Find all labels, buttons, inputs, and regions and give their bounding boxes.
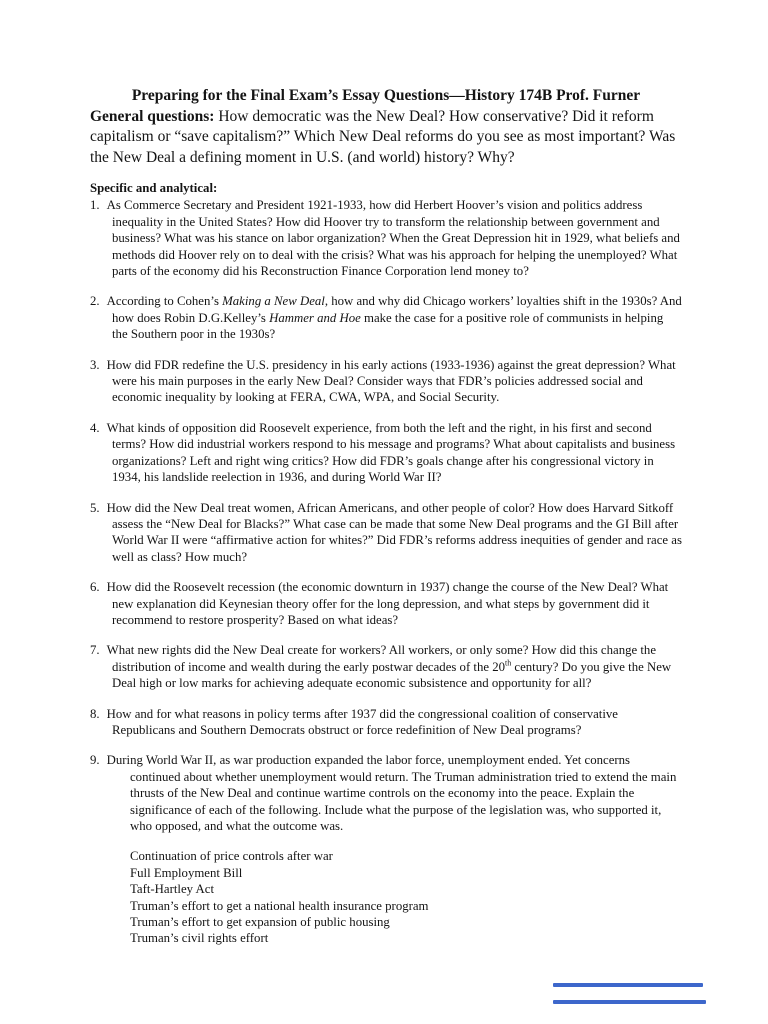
general-questions-text: How democratic was the New Deal? How conservative? Did it reform capitalism or “save capitalism?” Which New Deal reforms do you see as most important? Was the New Deal a defining moment in U.S. (and world) history? Why?: [90, 107, 676, 166]
question-text-segment: make the case for a positive role of communists in helping the Southern poor in the 1930s?: [112, 310, 664, 342]
footer-link-line: [553, 983, 703, 987]
question-text: As Commerce Secretary and President 1921-1933, how did Herbert Hoover’s vision and politics address inequality in the United States? How did Hoover try to transform the relationship between government and business? What was his stance on labor organization? When the Great Depression hit in 1929, what beliefs and methods did Hoover rely on to deal with the crisis? What was his approach for helping the unemployed? What parts of the economy did his Reconstruction Finance Corporation lend money to?: [106, 198, 680, 279]
question-item: [90, 197, 682, 279]
question-item: [90, 500, 682, 566]
question-number: 7.: [90, 643, 100, 658]
question-text: How did the New Deal treat women, African Americans, and other people of color? How does Harvard Sitkoff assess the “New Deal for Blacks?” What case can be made that some New Deal programs and the GI Bill after World War II were “affirmative action for whites?” Did FDR’s reforms address inequities of gender and race as well as class? How much?: [106, 500, 682, 564]
question-text: How and for what reasons in policy terms after 1937 did the congressional coalition of conservative Republicans and Southern Democrats obstruct or force redefinition of New Deal programs?: [106, 706, 618, 737]
list-item: Continuation of price controls after war: [130, 849, 333, 864]
question-number: 1.: [90, 198, 100, 213]
question-item: [90, 579, 682, 628]
question-item: [90, 642, 682, 691]
question-text-segment: What new rights did the New Deal create for workers? All workers, or only some? How did this change the distribution of income and wealth during the early postwar decades of the 20: [106, 643, 657, 674]
question-text: How did FDR redefine the U.S. presidency in his early actions (1933-1936) against the great depression? What were his main purposes in the early New Deal? Consider ways that FDR’s policies addressed social and economic inequality by looking at FERA, CWA, WPA, and Social Security.: [106, 357, 676, 405]
list-item: Truman’s effort to get a national health insurance program: [130, 898, 429, 913]
question-text: How did the Roosevelt recession (the economic downturn in 1937) change the course of the New Deal? What new explanation did Keynesian theory offer for the long depression, and what steps by government did it recommend to restore prosperity? Based on what ideas?: [106, 580, 669, 627]
question-list: [90, 197, 682, 834]
question-item: [90, 706, 682, 739]
question-item: [90, 293, 682, 342]
question-number: 9.: [90, 753, 100, 768]
question-number: 4.: [90, 420, 100, 435]
list-item: Full Employment Bill: [130, 865, 243, 880]
question-item: [90, 357, 682, 406]
truman-legislation-list: [90, 848, 682, 946]
question-text: During World War II, as war production expanded the labor force, unemployment ended. Yet concerns continued about whether unemployment would return. The Truman administration tried to extend the main thrusts of the New Deal and continue wartime controls on the economy into the peace. Explain the significance of each of the following. Include what the purpose of the legislation was, who supported it, who opposed, and what the outcome was.: [106, 753, 677, 833]
question-number: 2.: [90, 294, 100, 309]
footer-link-line: [553, 1000, 706, 1004]
book-title-italic: Making a New Deal: [222, 294, 325, 309]
question-item: [90, 752, 682, 834]
document-title: Preparing for the Final Exam’s Essay Questions—History 174B Prof. Furner: [131, 87, 641, 104]
question-text: What kinds of opposition did Roosevelt experience, from both the left and the right, in his first and second terms? How did industrial workers respond to his message and programs? What about capitalists and business organizations? Left and right wing critics? How did FDR’s goals change after his congressional victory in 1934, his landslide reelection in 1936, and during World War II?: [106, 420, 676, 485]
question-number: 8.: [90, 706, 100, 721]
document-content: [90, 86, 682, 947]
question-text-segment: , how and why did Chicago workers’ loyalties shift in the 1930s? And how does Robin D.G.Kelley’s: [112, 294, 682, 325]
question-number: 5.: [90, 500, 100, 515]
section-heading: Specific and analytical:: [90, 181, 218, 195]
question-item: [90, 420, 682, 486]
question-number: 3.: [90, 357, 100, 372]
book-title-italic: Hammer and Hoe: [269, 310, 361, 325]
question-text: [107, 643, 672, 690]
superscript-ordinal: th: [505, 658, 512, 668]
list-item: Taft-Hartley Act: [130, 882, 215, 897]
question-number: 6.: [90, 580, 100, 595]
list-item: Truman’s civil rights effort: [130, 931, 269, 946]
question-text-segment: century? Do you give the New Deal high or low marks for achieving adequate economic subsistence and opportunity for all?: [112, 659, 672, 691]
question-text-segment: According to Cohen’s: [106, 294, 223, 309]
question-text: [107, 294, 682, 341]
list-item: Truman’s effort to get expansion of public housing: [130, 915, 390, 930]
general-questions-label: General questions:: [90, 107, 215, 125]
general-questions-paragraph: [90, 107, 682, 169]
